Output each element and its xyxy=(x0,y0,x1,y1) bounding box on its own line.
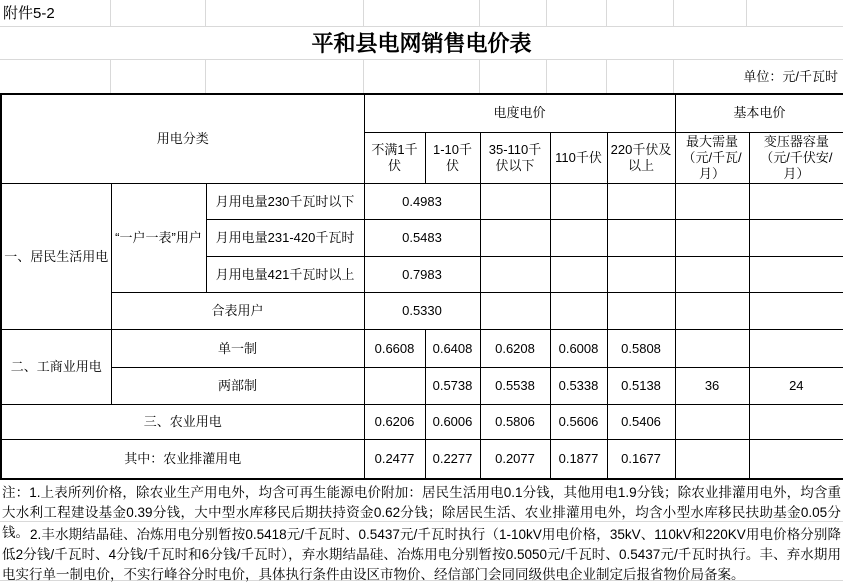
price-cell: 0.2277 xyxy=(425,440,480,479)
attachment-label: 附件5-2 xyxy=(3,5,55,22)
price-cell: 0.2077 xyxy=(480,440,550,479)
note-1: 注：1.上表所列价格，除农业生产用电外，均含可再生能源电价附加：居民生活用电0.1分钱，其他用电1.9分钱；除农业排灌用电外，均含重大水利工程建设基金0.39分钱，大中型水库移民后期扶持资金0.62分钱；除居民生活、农业排灌用电外，均含小型水库移民扶助基金0.05分钱。 xyxy=(0,480,843,522)
price-cell: 0.1677 xyxy=(607,440,675,479)
row-irrigation xyxy=(1,440,843,479)
section-residential: 一、居民生活用电 xyxy=(1,184,111,330)
price-cell: 0.6206 xyxy=(364,405,425,440)
gridline xyxy=(673,0,674,26)
empty-cell xyxy=(550,257,607,293)
price-cell: 0.5483 xyxy=(364,220,480,257)
unit-label: 单位：元/千瓦时 xyxy=(743,69,838,84)
basic-price-header: 基本电价 xyxy=(675,94,843,132)
empty-cell xyxy=(550,220,607,257)
usage-classification-header: 用电分类 xyxy=(1,94,364,184)
gridline xyxy=(205,0,206,26)
two-part-system-label: 两部制 xyxy=(111,368,364,405)
gridline xyxy=(110,60,111,93)
header-row-1 xyxy=(1,94,843,132)
empty-cell xyxy=(749,184,843,220)
note-2: 2.丰水期结晶硅、冶炼用电分别暂按0.5418元/千瓦时、0.5437元/千瓦时执行（1-10kV用电价格，35kV、110kV和220KV用电价格分别降低2分钱/千瓦时、4分钱/千瓦时和6分钱/千瓦时），弃水期结晶硅、冶炼用电分别暂按0.5050元/千瓦时、0.5437元/千瓦时执行。丰、弃水期用电实行单一制电价，不实行峰谷分时电价，具体执行条件由设区市物价、经信部门会同同级供电企业制定后报省物价局备案。 xyxy=(0,522,843,581)
energy-price-header: 电度电价 xyxy=(364,94,675,132)
price-cell: 0.5338 xyxy=(550,368,607,405)
tier-label: 月用电量230千瓦时以下 xyxy=(206,184,364,220)
col-header-1-10kv: 1-10千伏 xyxy=(425,132,480,184)
tier-label: 月用电量231-420千瓦时 xyxy=(206,220,364,257)
empty-cell xyxy=(749,440,843,479)
empty-cell xyxy=(607,257,675,293)
price-cell: 0.5330 xyxy=(364,293,480,330)
meter-group-cell: “一户一表”用户 xyxy=(111,184,206,293)
empty-cell xyxy=(675,330,749,368)
empty-cell xyxy=(550,293,607,330)
price-cell: 0.5606 xyxy=(550,405,607,440)
gridline xyxy=(363,0,364,26)
attachment-row xyxy=(0,0,843,27)
empty-cell xyxy=(480,257,550,293)
empty-cell xyxy=(675,184,749,220)
empty-cell xyxy=(607,184,675,220)
row-industrial-single xyxy=(1,330,843,368)
price-cell: 0.5808 xyxy=(607,330,675,368)
price-cell: 0.4983 xyxy=(364,184,480,220)
empty-cell xyxy=(675,440,749,479)
gridline xyxy=(205,60,206,93)
gridline xyxy=(479,60,480,93)
col-header-35-110kv: 35-110千伏以下 xyxy=(480,132,550,184)
empty-cell xyxy=(749,405,843,440)
gridline xyxy=(363,60,364,93)
row-industrial-two-part xyxy=(1,368,843,405)
empty-cell xyxy=(749,220,843,257)
gridline xyxy=(546,60,547,93)
empty-cell xyxy=(480,220,550,257)
col-header-220kv-up: 220千伏及以上 xyxy=(607,132,675,184)
irrigation-label: 其中：农业排灌用电 xyxy=(1,440,364,479)
price-cell: 0.1877 xyxy=(550,440,607,479)
price-cell: 0.5138 xyxy=(607,368,675,405)
empty-cell xyxy=(607,293,675,330)
price-cell: 0.5538 xyxy=(480,368,550,405)
price-cell: 0.5806 xyxy=(480,405,550,440)
gridline xyxy=(110,0,111,26)
price-cell: 0.2477 xyxy=(364,440,425,479)
col-header-under-1kv: 不满1千伏 xyxy=(364,132,425,184)
price-cell: 0.6008 xyxy=(550,330,607,368)
combined-meter-label: 合表用户 xyxy=(111,293,364,330)
empty-cell xyxy=(675,293,749,330)
unit-row xyxy=(0,60,843,93)
gridline xyxy=(479,0,480,26)
section-industrial: 二、工商业用电 xyxy=(1,330,111,405)
empty-cell xyxy=(675,257,749,293)
single-system-label: 单一制 xyxy=(111,330,364,368)
row-residential-combined xyxy=(1,293,843,330)
price-cell: 0.5738 xyxy=(425,368,480,405)
empty-cell xyxy=(550,184,607,220)
price-table xyxy=(0,93,843,480)
empty-cell xyxy=(675,405,749,440)
transformer-capacity-cell: 24 xyxy=(749,368,843,405)
gridline xyxy=(606,60,607,93)
price-cell: 0.6408 xyxy=(425,330,480,368)
empty-cell xyxy=(675,220,749,257)
col-header-transformer-capacity: 变压器容量（元/千伏安/月） xyxy=(749,132,843,184)
gridline xyxy=(546,0,547,26)
empty-cell xyxy=(480,293,550,330)
price-cell: 0.7983 xyxy=(364,257,480,293)
price-cell: 0.5406 xyxy=(607,405,675,440)
row-agricultural xyxy=(1,405,843,440)
gridline xyxy=(746,0,747,26)
price-cell: 0.6006 xyxy=(425,405,480,440)
gridline xyxy=(606,0,607,26)
tier-label: 月用电量421千瓦时以上 xyxy=(206,257,364,293)
price-cell: 0.6608 xyxy=(364,330,425,368)
col-header-max-demand: 最大需量（元/千瓦/月） xyxy=(675,132,749,184)
max-demand-cell: 36 xyxy=(675,368,749,405)
empty-cell xyxy=(607,220,675,257)
empty-cell xyxy=(749,293,843,330)
empty-cell xyxy=(749,257,843,293)
empty-cell xyxy=(749,330,843,368)
page-title: 平和县电网销售电价表 xyxy=(0,27,843,60)
empty-cell xyxy=(364,368,425,405)
section-agricultural: 三、农业用电 xyxy=(1,405,364,440)
row-residential-tier1 xyxy=(1,184,843,220)
price-cell: 0.6208 xyxy=(480,330,550,368)
gridline xyxy=(673,60,674,93)
col-header-110kv: 110千伏 xyxy=(550,132,607,184)
empty-cell xyxy=(480,184,550,220)
